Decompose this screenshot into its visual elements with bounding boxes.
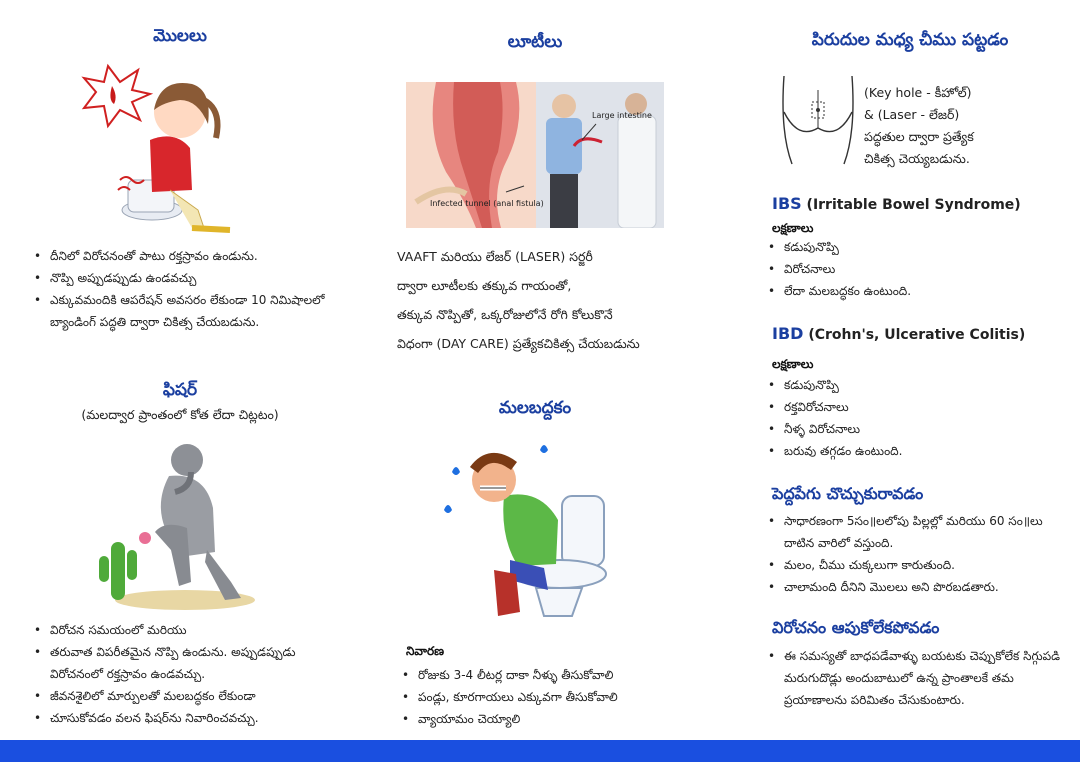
list-item: • బరువు తగ్గడం ఉంటుంది. — [762, 440, 1062, 462]
ibd-abbr: IBD — [772, 324, 804, 343]
abscess-text — [864, 82, 1064, 170]
list-item: • విరోచన సమయంలో మరియు — [28, 619, 348, 641]
fissure-title: ఫిషర్ — [162, 380, 198, 400]
list-item: • చాలామంది దీనిని మొలలు అని పొరబడతారు. — [762, 576, 1062, 598]
ibd-symptoms-list — [762, 374, 1062, 462]
text-line: & (Laser - లేజర్) — [864, 107, 960, 122]
ibs-symptoms-label: లక్షణాలు — [772, 221, 814, 235]
ibd-symptoms-label: లక్షణాలు — [772, 357, 814, 371]
ibd-full: (Crohn's, Ulcerative Colitis) — [808, 327, 1026, 343]
piles-girl-illustration — [80, 60, 260, 240]
fistula-photo — [406, 82, 664, 228]
paragraph-line: విధంగా (DAY CARE) ప్రత్యేకచికిత్స చేయబడును — [397, 336, 640, 351]
fistula-title: లూటీలు — [507, 32, 563, 52]
list-item: • కడుపునొప్పి — [762, 236, 1062, 258]
piles-points-list — [28, 245, 348, 333]
text-line: చికిత్స చెయ్యబడును. — [864, 151, 970, 166]
bottom-bar — [0, 740, 1080, 762]
paragraph-line: VAAFT మరియు లేజర్ (LASER) సర్జరీ — [397, 249, 593, 264]
abscess-title: పిరుదుల మధ్య చీము పట్టడం — [811, 30, 1009, 50]
list-item: • రక్తవిరోచనాలు — [762, 396, 1062, 418]
text-line: పద్ధతుల ద్వారా ప్రత్యేక — [864, 129, 974, 144]
list-item: • రోజుకు 3-4 లీటర్ల దాకా నీళ్ళు తీసుకోవాలి — [396, 664, 716, 686]
ibs-abbr: IBS — [772, 194, 802, 213]
fissure-subtitle: (మలద్వార ప్రాంతంలో కోత లేదా చిట్లటం) — [81, 407, 279, 422]
ibd-heading — [772, 324, 1025, 343]
list-item: • విరోచనాలు — [762, 258, 1062, 280]
prolapse-points-list — [762, 510, 1062, 598]
list-item: • నొప్పి అప్పుడప్పుడు ఉండవచ్చు — [28, 267, 348, 289]
ibs-full: (Irritable Bowel Syndrome) — [806, 197, 1021, 213]
list-item: • వ్యాయామం చెయ్యాలి — [396, 708, 716, 730]
piles-title: మొలలు — [153, 26, 207, 46]
list-item: • మలం, చీము చుక్కలుగా కారుతుంది. — [762, 554, 1062, 576]
list-item: • ఈ సమస్యతో బాధపడేవాళ్ళు బయటకు చెప్పుకోలేక సిగ్గుపడి మరుగుదొడ్లు అందుబాటులో ఉన్న ప్రాంతాలకే తమ ప్రయాణాలను పరిమితం చేసుకుంటారు. — [762, 645, 1062, 711]
incontinence-title: విరోచనం ఆపుకోలేకపోవడం — [772, 618, 940, 637]
prevention-points-list — [396, 664, 716, 730]
list-item: • కడుపునొప్పి — [762, 374, 1062, 396]
list-item: • తరువాత విపరీతమైన నొప్పి ఉండును. అప్పుడప్పుడు విరోచనంలో రక్తస్రావం ఉండవచ్చు. — [28, 641, 348, 685]
fissure-points-list — [28, 619, 348, 729]
list-item: • లేదా మలబద్ధకం ఉంటుంది. — [762, 280, 1062, 302]
infected-tunnel-label: Infected tunnel (anal fistula) — [430, 199, 544, 208]
incontinence-points-list — [762, 645, 1062, 711]
list-item: • నీళ్ళ విరోచనాలు — [762, 418, 1062, 440]
ibs-symptoms-list — [762, 236, 1062, 302]
list-item: • జీవనశైలిలో మార్పులతో మలబద్ధకం లేకుండా — [28, 685, 348, 707]
constipation-title: మలబద్దకం — [498, 398, 572, 418]
fistula-paragraph — [397, 242, 697, 358]
prevention-label: నివారణ — [406, 644, 445, 658]
buttocks-diagram — [778, 72, 858, 172]
prolapse-title: పెద్దపేగు చొచ్చుకురావడం — [772, 484, 924, 503]
paragraph-line: తక్కువ నొప్పితో, ఒక్కరోజులోనే రోగి కోలుకొనే — [397, 307, 613, 322]
text-line: (Key hole - కీహోల్) — [864, 85, 972, 100]
list-item: • ఎక్కువమందికి ఆపరేషన్ అవసరం లేకుండా 10 నిమిషాలలో బ్యాండింగ్ పద్ధతి ద్వారా చికిత్స చేయబడును. — [28, 289, 348, 333]
list-item: • సాధారణంగా 5సం॥లలోపు పిల్లల్లో మరియు 60 సం॥లు దాటిన వారిలో వస్తుంది. — [762, 510, 1062, 554]
thinker-cactus-illustration — [95, 432, 275, 612]
list-item: • దీనిలో విరోచనంతో పాటు రక్తస్రావం ఉండును. — [28, 245, 348, 267]
ibs-heading — [772, 194, 1021, 213]
constipation-man-illustration — [440, 440, 620, 620]
list-item: • పండ్లు, కూరగాయలు ఎక్కువగా తీసుకోవాలి — [396, 686, 716, 708]
large-intestine-label: Large intestine — [592, 111, 652, 120]
list-item: • చూసుకోవడం వలన ఫిషర్‌ను నివారించవచ్చు. — [28, 707, 348, 729]
paragraph-line: ద్వారా లూటీలకు తక్కువ గాయంతో, — [397, 278, 572, 293]
